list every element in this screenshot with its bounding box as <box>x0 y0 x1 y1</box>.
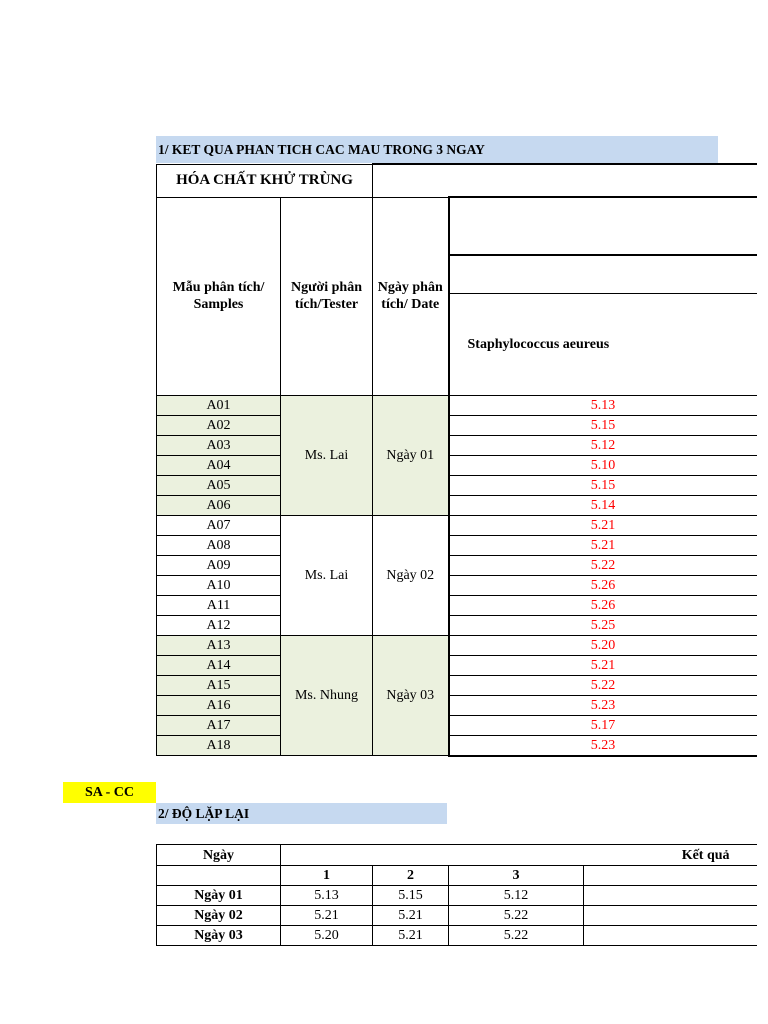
sample-cell: A17 <box>157 715 281 735</box>
date-cell: Ngày 03 <box>373 635 449 756</box>
result-column-header: Kết quả <box>281 845 757 866</box>
value-cell: 5.25 <box>449 615 757 635</box>
date-column-header: Ngày phân tích/ Date <box>373 197 449 395</box>
table-row <box>157 675 757 695</box>
table-row <box>157 435 757 455</box>
sample-cell: A01 <box>157 395 281 415</box>
value-cell: 5.21 <box>449 655 757 675</box>
table-row <box>157 735 757 756</box>
value-cell: 5.17 <box>449 715 757 735</box>
result-cell: 5.12 <box>449 886 584 906</box>
table-row <box>157 515 757 535</box>
sa-cc-tag: SA - CC <box>63 782 156 803</box>
organism-header-top <box>449 197 757 255</box>
section-2-title: 2/ ĐỘ LẶP LẠI <box>156 803 447 824</box>
value-cell: 5.12 <box>449 435 757 455</box>
table-row <box>157 575 757 595</box>
result-cell: 5.22 <box>449 906 584 926</box>
blank-cell <box>157 866 281 886</box>
table-row <box>157 495 757 515</box>
value-cell: 5.23 <box>449 695 757 715</box>
clipped-cell <box>584 926 757 946</box>
day-cell: Ngày 01 <box>157 886 281 906</box>
result-cell: 5.15 <box>373 886 449 906</box>
organism-column-header: Staphylococcus aeureus <box>449 293 757 395</box>
date-cell: Ngày 01 <box>373 395 449 515</box>
result-cell: 5.22 <box>449 926 584 946</box>
chemical-header: HÓA CHẤT KHỬ TRÙNG <box>157 164 373 197</box>
table-row <box>157 595 757 615</box>
sample-cell: A10 <box>157 575 281 595</box>
tester-column-header: Người phân tích/Tester <box>281 197 373 395</box>
table-row <box>157 715 757 735</box>
replicate-header: 3 <box>449 866 584 886</box>
value-cell: 5.10 <box>449 455 757 475</box>
value-cell: 5.23 <box>449 735 757 756</box>
value-cell: 5.14 <box>449 495 757 515</box>
sample-cell: A06 <box>157 495 281 515</box>
result-cell: 5.21 <box>281 906 373 926</box>
value-cell: 5.13 <box>449 395 757 415</box>
replicate-header: 1 <box>281 866 373 886</box>
repeatability-table-container <box>156 844 730 947</box>
value-cell: 5.15 <box>449 415 757 435</box>
results-table-container <box>156 163 616 763</box>
value-cell: 5.15 <box>449 475 757 495</box>
sample-cell: A15 <box>157 675 281 695</box>
sample-cell: A16 <box>157 695 281 715</box>
repeatability-table <box>156 844 757 946</box>
section-1-title: 1/ KET QUA PHAN TICH CAC MAU TRONG 3 NGAY <box>156 136 718 163</box>
table-row <box>157 535 757 555</box>
result-cell: 5.21 <box>373 906 449 926</box>
sample-column-header: Mẫu phân tích/ Samples <box>157 197 281 395</box>
sample-cell: A11 <box>157 595 281 615</box>
table-row <box>157 886 757 906</box>
table-row <box>157 455 757 475</box>
sample-cell: A12 <box>157 615 281 635</box>
value-cell: 5.21 <box>449 535 757 555</box>
value-cell: 5.21 <box>449 515 757 535</box>
clipped-cell <box>584 886 757 906</box>
table-row <box>157 655 757 675</box>
sample-cell: A08 <box>157 535 281 555</box>
value-cell: 5.26 <box>449 575 757 595</box>
table-row <box>157 906 757 926</box>
value-cell: 5.22 <box>449 555 757 575</box>
table-row <box>157 395 757 415</box>
clipped-cell <box>584 866 757 886</box>
results-table <box>156 163 757 757</box>
sub-header-row <box>157 866 757 886</box>
clipped-cell <box>584 906 757 926</box>
result-cell: 5.20 <box>281 926 373 946</box>
day-column-header: Ngày <box>157 845 281 866</box>
sample-cell: A09 <box>157 555 281 575</box>
sample-cell: A04 <box>157 455 281 475</box>
table-row <box>157 555 757 575</box>
date-cell: Ngày 02 <box>373 515 449 635</box>
sample-cell: A07 <box>157 515 281 535</box>
value-cell: 5.22 <box>449 675 757 695</box>
sample-cell: A13 <box>157 635 281 655</box>
table-row <box>157 695 757 715</box>
table-row <box>157 475 757 495</box>
organism-header-mid <box>449 255 757 293</box>
sample-cell: A05 <box>157 475 281 495</box>
sample-cell: A02 <box>157 415 281 435</box>
table-row <box>157 635 757 655</box>
sample-cell: A18 <box>157 735 281 756</box>
day-cell: Ngày 03 <box>157 926 281 946</box>
tester-cell: Ms. Nhung <box>281 635 373 756</box>
table-row <box>157 615 757 635</box>
day-cell: Ngày 02 <box>157 906 281 926</box>
table-row <box>157 926 757 946</box>
tester-cell: Ms. Lai <box>281 515 373 635</box>
value-cell: 5.20 <box>449 635 757 655</box>
tester-cell: Ms. Lai <box>281 395 373 515</box>
table-row <box>157 415 757 435</box>
sample-cell: A03 <box>157 435 281 455</box>
chemical-header-blank <box>373 164 757 197</box>
replicate-header: 2 <box>373 866 449 886</box>
value-cell: 5.26 <box>449 595 757 615</box>
result-cell: 5.13 <box>281 886 373 906</box>
sample-cell: A14 <box>157 655 281 675</box>
result-cell: 5.21 <box>373 926 449 946</box>
